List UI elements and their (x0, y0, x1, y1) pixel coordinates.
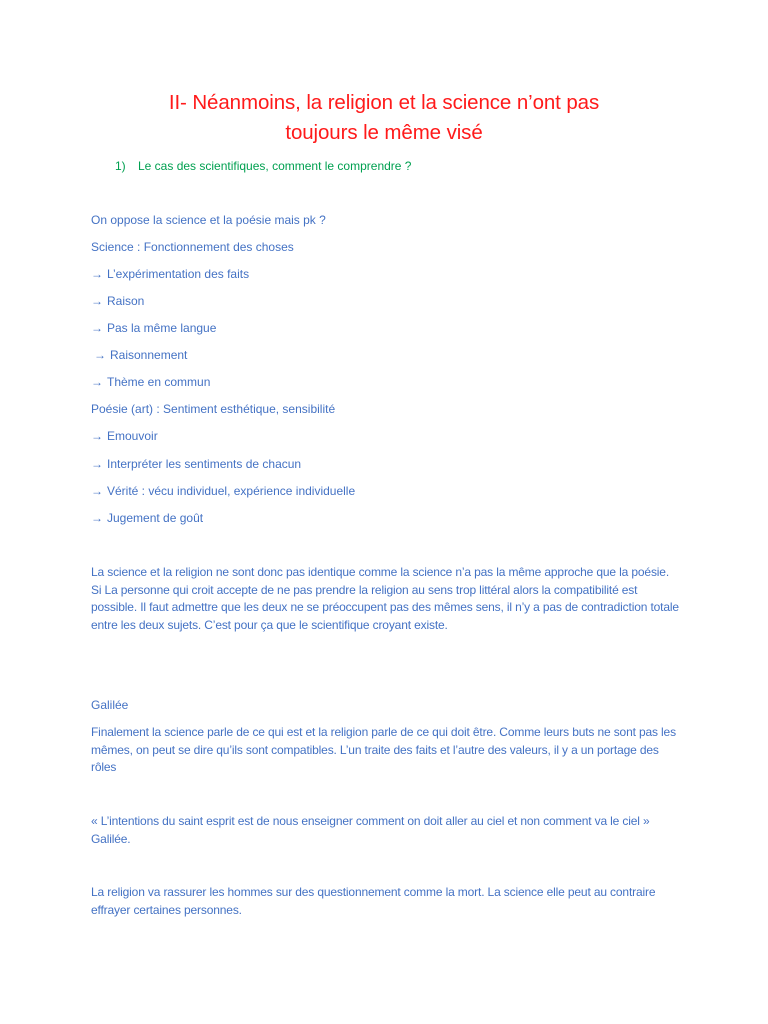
science-item-text: L’expérimentation des faits (107, 267, 250, 281)
poesie-item (91, 428, 158, 444)
galilee-heading: Galilée (91, 698, 129, 712)
arrow-icon: → (91, 294, 103, 308)
arrow-icon: → (91, 429, 103, 443)
arrow-icon: → (91, 484, 103, 498)
section-subheading (115, 158, 411, 174)
science-item (94, 347, 187, 363)
page-title-line-1: II- Néanmoins, la religion et la science n’ont pas (168, 91, 600, 114)
poesie-item-text: Jugement de goût (107, 511, 204, 525)
paragraph-roles: Finalement la science parle de ce qui est et la religion parle de ce qui doit être. Comme leurs buts ne sont pas les mêmes, on peut se dire qu’ils sont compatibles. L’un traite des faits et l’autre des valeurs, il y a un portage des rôles (91, 725, 676, 774)
poesie-item (91, 456, 301, 472)
paragraph-compatibility: La science et la religion ne sont donc pas identique comme la science n’a pas la même approche que la poésie. Si La personne qui croit accepte de ne pas prendre la religion au sens trop littéral alors la compatibilité est possible. Il faut admettre que les deux ne se préoccupent pas des mêmes sens, il n’y a pas de contradiction totale entre les deux sujets. C’est pour ça que le scientifique croyant existe. (91, 565, 679, 632)
arrow-icon: → (91, 511, 103, 525)
poesie-item (91, 510, 203, 526)
page-title-line-2: toujours le même visé (285, 121, 483, 144)
galilee-quote: « L’intentions du saint esprit est de nous enseigner comment on doit aller au ciel et non comment va le ciel » Galilée. (91, 814, 650, 846)
poesie-item (91, 483, 355, 499)
science-item (91, 374, 210, 390)
science-item (91, 266, 249, 282)
science-item-text: Raison (107, 294, 145, 308)
arrow-icon: → (91, 457, 103, 471)
poesie-item-text: Emouvoir (107, 429, 158, 443)
subheading-text: Le cas des scientifiques, comment le comprendre ? (138, 159, 412, 173)
poesie-item-text: Vérité : vécu individuel, expérience individuelle (107, 484, 356, 498)
arrow-icon: → (91, 321, 103, 335)
arrow-icon: → (91, 267, 103, 281)
science-item-text: Pas la même langue (107, 321, 217, 335)
poesie-heading: Poésie (art) : Sentiment esthétique, sensibilité (91, 402, 336, 416)
poesie-item-text: Interpréter les sentiments de chacun (107, 457, 302, 471)
science-item (91, 320, 216, 336)
paragraph-reassure: La religion va rassurer les hommes sur des questionnement comme la mort. La science elle peut au contraire effrayer certaines personnes. (91, 885, 656, 917)
science-heading: Science : Fonctionnement des choses (91, 240, 294, 254)
arrow-icon: → (91, 375, 103, 389)
science-item-text: Thème en commun (107, 375, 211, 389)
subheading-number: 1) (115, 159, 126, 173)
intro-line: On oppose la science et la poésie mais pk ? (91, 213, 326, 227)
science-item-text: Raisonnement (110, 348, 188, 362)
science-item (91, 293, 144, 309)
arrow-icon: → (94, 348, 106, 362)
